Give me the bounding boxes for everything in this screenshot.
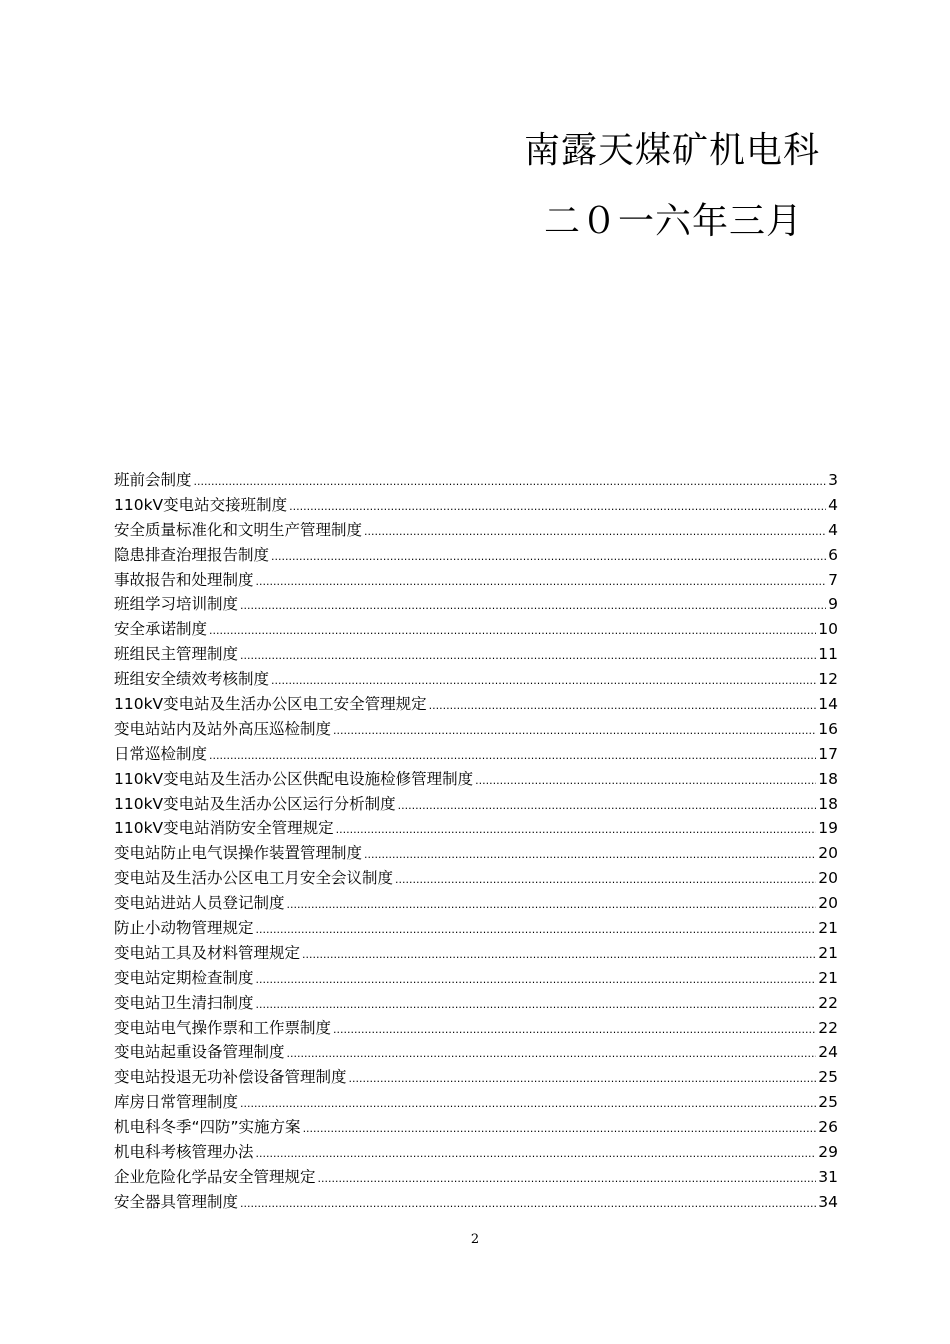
toc-entry-page: 7 — [828, 570, 838, 589]
toc-entry-title: 变电站及生活办公区电工月安全会议制度 — [114, 869, 394, 888]
toc-entry[interactable] — [114, 1190, 838, 1215]
toc-entry[interactable] — [114, 991, 838, 1016]
toc-entry-page: 18 — [818, 794, 838, 813]
toc-entry[interactable] — [114, 1140, 838, 1165]
toc-entry-page: 12 — [818, 670, 838, 689]
toc-entry-page: 16 — [818, 719, 838, 738]
toc-dot-leader — [289, 495, 826, 520]
toc-entry-page: 18 — [818, 769, 838, 788]
toc-dot-leader — [364, 843, 816, 868]
toc-dot-leader — [429, 694, 817, 719]
toc-entry[interactable] — [114, 592, 838, 617]
toc-entry[interactable] — [114, 1165, 838, 1190]
toc-entry-title: 事故报告和处理制度 — [114, 570, 254, 589]
toc-entry[interactable] — [114, 642, 838, 667]
toc-dot-leader — [209, 744, 816, 769]
toc-entry[interactable] — [114, 468, 838, 493]
toc-dot-leader — [395, 868, 816, 893]
toc-dot-leader — [194, 470, 827, 495]
toc-entry[interactable] — [114, 792, 838, 817]
toc-dot-leader — [240, 1192, 816, 1217]
toc-dot-leader — [303, 1117, 817, 1142]
toc-entry-title: 库房日常管理制度 — [114, 1093, 239, 1112]
toc-dot-leader — [271, 669, 816, 694]
toc-dot-leader — [475, 769, 816, 794]
toc-entry[interactable] — [114, 518, 838, 543]
toc-entry-title: 变电站卫生清扫制度 — [114, 993, 254, 1012]
toc-entry-title: 110kV变电站及生活办公区运行分析制度 — [114, 794, 396, 813]
toc-entry-page: 24 — [818, 1043, 838, 1062]
toc-entry-page: 6 — [828, 545, 838, 564]
toc-entry-title: 110kV变电站交接班制度 — [114, 495, 288, 514]
toc-dot-leader — [256, 993, 817, 1018]
toc-entry-page: 31 — [818, 1167, 838, 1186]
toc-entry-title: 安全承诺制度 — [114, 620, 208, 639]
toc-dot-leader — [364, 520, 826, 545]
toc-entry[interactable] — [114, 841, 838, 866]
toc-entry-page: 25 — [818, 1093, 838, 1112]
department-title: 南露天煤矿机电科 — [524, 130, 821, 171]
toc-entry-title: 变电站站内及站外高压巡检制度 — [114, 719, 332, 738]
toc-dot-leader — [256, 968, 817, 993]
toc-entry-title: 机电科考核管理办法 — [114, 1143, 254, 1162]
toc-entry-page: 20 — [818, 844, 838, 863]
toc-entry-title: 日常巡检制度 — [114, 744, 208, 763]
toc-entry[interactable] — [114, 493, 838, 518]
toc-entry-title: 隐患排查治理报告制度 — [114, 545, 270, 564]
toc-dot-leader — [318, 1167, 817, 1192]
toc-entry-page: 3 — [828, 471, 838, 489]
toc-entry[interactable] — [114, 1090, 838, 1115]
toc-dot-leader — [209, 619, 816, 644]
toc-dot-leader — [302, 943, 816, 968]
toc-entry-title: 变电站定期检查制度 — [114, 968, 254, 987]
toc-dot-leader — [333, 1018, 816, 1043]
table-of-contents — [114, 468, 838, 1215]
toc-entry[interactable] — [114, 1115, 838, 1140]
toc-entry[interactable] — [114, 742, 838, 767]
toc-entry[interactable] — [114, 966, 838, 991]
toc-entry[interactable] — [114, 816, 838, 841]
toc-entry-page: 9 — [828, 595, 838, 614]
toc-entry-title: 安全质量标准化和文明生产管理制度 — [114, 520, 363, 539]
toc-entry[interactable] — [114, 916, 838, 941]
toc-entry[interactable] — [114, 617, 838, 642]
document-date: 二０一六年三月 — [544, 201, 804, 242]
toc-entry[interactable] — [114, 692, 838, 717]
toc-entry[interactable] — [114, 568, 838, 593]
toc-entry-page: 22 — [818, 993, 838, 1012]
toc-entry-page: 11 — [818, 645, 838, 664]
toc-entry-title: 班组学习培训制度 — [114, 595, 239, 614]
toc-entry-title: 班前会制度 — [114, 471, 192, 489]
toc-entry[interactable] — [114, 941, 838, 966]
toc-entry-page: 29 — [818, 1143, 838, 1162]
toc-entry-page: 34 — [818, 1192, 838, 1211]
toc-entry-page: 4 — [828, 520, 838, 539]
toc-entry-page: 21 — [818, 968, 838, 987]
toc-entry-page: 21 — [818, 943, 838, 962]
toc-dot-leader — [256, 1142, 817, 1167]
toc-entry-page: 21 — [818, 919, 838, 938]
toc-entry[interactable] — [114, 1016, 838, 1041]
toc-entry-page: 20 — [818, 869, 838, 888]
toc-entry-page: 4 — [828, 495, 838, 514]
toc-entry-page: 17 — [818, 744, 838, 763]
toc-dot-leader — [256, 570, 827, 595]
toc-entry[interactable] — [114, 1065, 838, 1090]
toc-entry-title: 企业危险化学品安全管理规定 — [114, 1167, 316, 1186]
toc-dot-leader — [333, 719, 816, 744]
toc-dot-leader — [240, 644, 816, 669]
toc-entry-page: 10 — [818, 620, 838, 639]
toc-dot-leader — [336, 818, 817, 843]
toc-entry[interactable] — [114, 866, 838, 891]
toc-dot-leader — [398, 794, 817, 819]
toc-dot-leader — [287, 1042, 817, 1067]
toc-entry-title: 110kV变电站及生活办公区供配电设施检修管理制度 — [114, 769, 474, 788]
toc-entry-title: 班组民主管理制度 — [114, 645, 239, 664]
toc-entry[interactable] — [114, 767, 838, 792]
toc-entry-title: 安全器具管理制度 — [114, 1192, 239, 1211]
page-number: 2 — [470, 1232, 480, 1247]
toc-entry-title: 机电科冬季“四防”实施方案 — [114, 1118, 301, 1137]
toc-entry-page: 26 — [818, 1118, 838, 1137]
toc-entry[interactable] — [114, 667, 838, 692]
toc-entry-title: 变电站防止电气误操作装置管理制度 — [114, 844, 363, 863]
toc-entry-title: 防止小动物管理规定 — [114, 919, 254, 938]
toc-dot-leader — [287, 893, 817, 918]
toc-entry-title: 变电站电气操作票和工作票制度 — [114, 1018, 332, 1037]
toc-dot-leader — [349, 1067, 817, 1092]
toc-dot-leader — [271, 545, 826, 570]
toc-entry[interactable] — [114, 717, 838, 742]
toc-dot-leader — [240, 1092, 816, 1117]
toc-entry[interactable] — [114, 543, 838, 568]
toc-dot-leader — [240, 594, 826, 619]
toc-entry[interactable] — [114, 891, 838, 916]
toc-entry-title: 变电站进站人员登记制度 — [114, 894, 285, 913]
toc-entry-title: 变电站起重设备管理制度 — [114, 1043, 285, 1062]
toc-entry-title: 110kV变电站及生活办公区电工安全管理规定 — [114, 695, 427, 714]
toc-entry-page: 19 — [818, 819, 838, 838]
toc-entry-title: 班组安全绩效考核制度 — [114, 670, 270, 689]
toc-entry-page: 14 — [818, 695, 838, 714]
toc-entry-title: 变电站投退无功补偿设备管理制度 — [114, 1068, 347, 1087]
toc-entry-page: 22 — [818, 1018, 838, 1037]
toc-entry-page: 25 — [818, 1068, 838, 1087]
toc-dot-leader — [256, 918, 817, 943]
toc-entry[interactable] — [114, 1040, 838, 1065]
toc-entry-title: 变电站工具及材料管理规定 — [114, 943, 301, 962]
toc-entry-title: 110kV变电站消防安全管理规定 — [114, 819, 334, 838]
toc-entry-page: 20 — [818, 894, 838, 913]
